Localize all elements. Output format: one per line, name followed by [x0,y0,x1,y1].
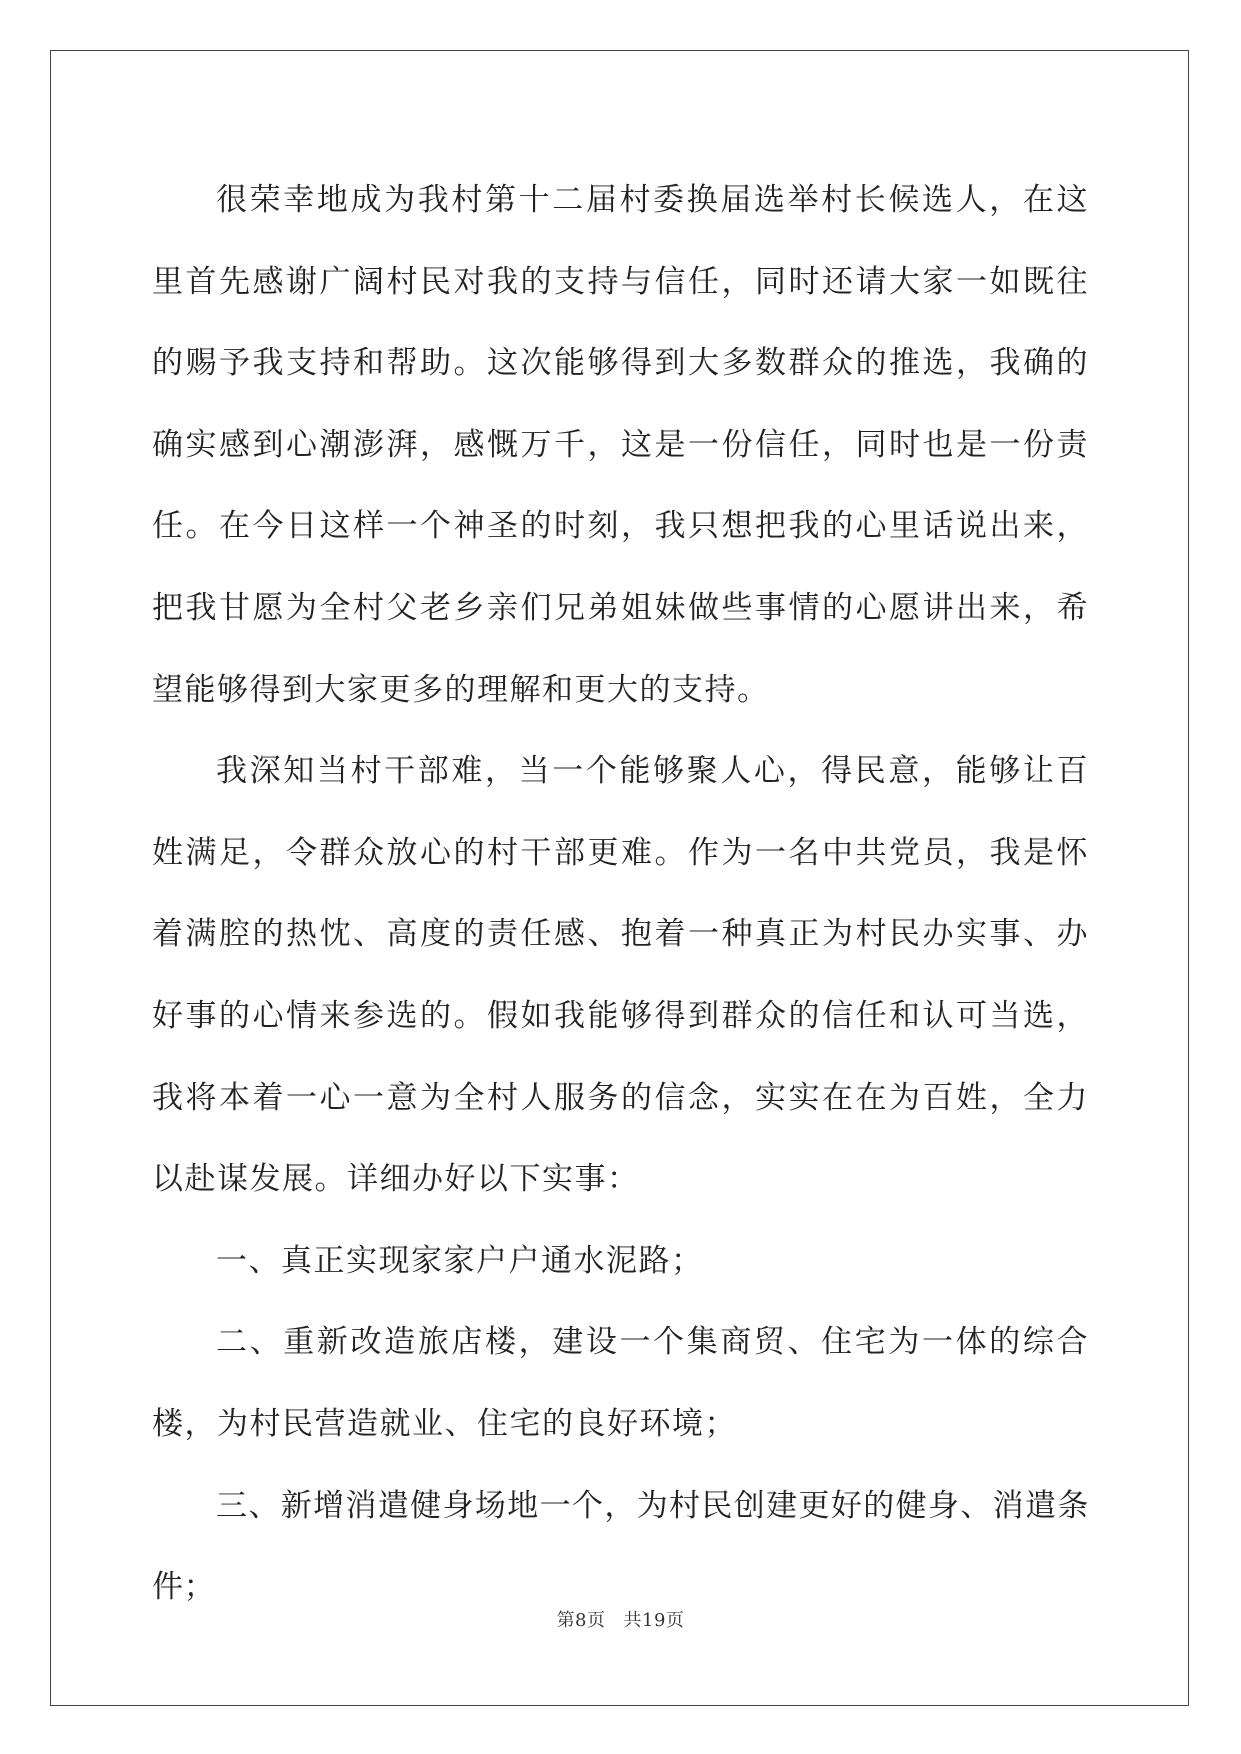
paragraph-1: 很荣幸地成为我村第十二届村委换届选举村长候选人，在这里首先感谢广阔村民对我的支持与信任，同时还请大家一如既往的赐予我支持和帮助。这次能够得到大多数群众的推选，我确的确实感到心潮澎湃，感慨万千，这是一份信任，同时也是一份责任。在今日这样一个神圣的时刻，我只想把我的心里话说出来，把我甘愿为全村父老乡亲们兄弟姐妹做些事情的心愿讲出来，希望能够得到大家更多的理解和更大的支持。 [152,182,1089,708]
paragraph-5: 三、新增消遣健身场地一个，为村民创建更好的健身、消遣条件； [152,1487,1089,1606]
page-total: 共19页 [623,1610,685,1631]
page-footer [0,1606,1241,1632]
page-number: 第8页 [556,1610,606,1631]
paragraph-2: 我深知当村干部难，当一个能够聚人心，得民意，能够让百姓满足，令群众放心的村干部更难。作为一名中共党员，我是怀着满腔的热忱、高度的责任感、抱着一种真正为村民办实事、办好事的心情来参选的。假如我能够得到群众的信任和认可当选，我将本着一心一意为全村人服务的信念，实实在在为百姓，全力以赴谋发展。详细办好以下实事： [152,753,1089,1198]
paragraph-3: 一、真正实现家家户户通水泥路； [216,1242,704,1279]
document-body [152,160,1089,1629]
paragraph-4: 二、重新改造旅店楼，建设一个集商贸、住宅为一体的综合楼，为村民营造就业、住宅的良好环境； [152,1324,1089,1442]
